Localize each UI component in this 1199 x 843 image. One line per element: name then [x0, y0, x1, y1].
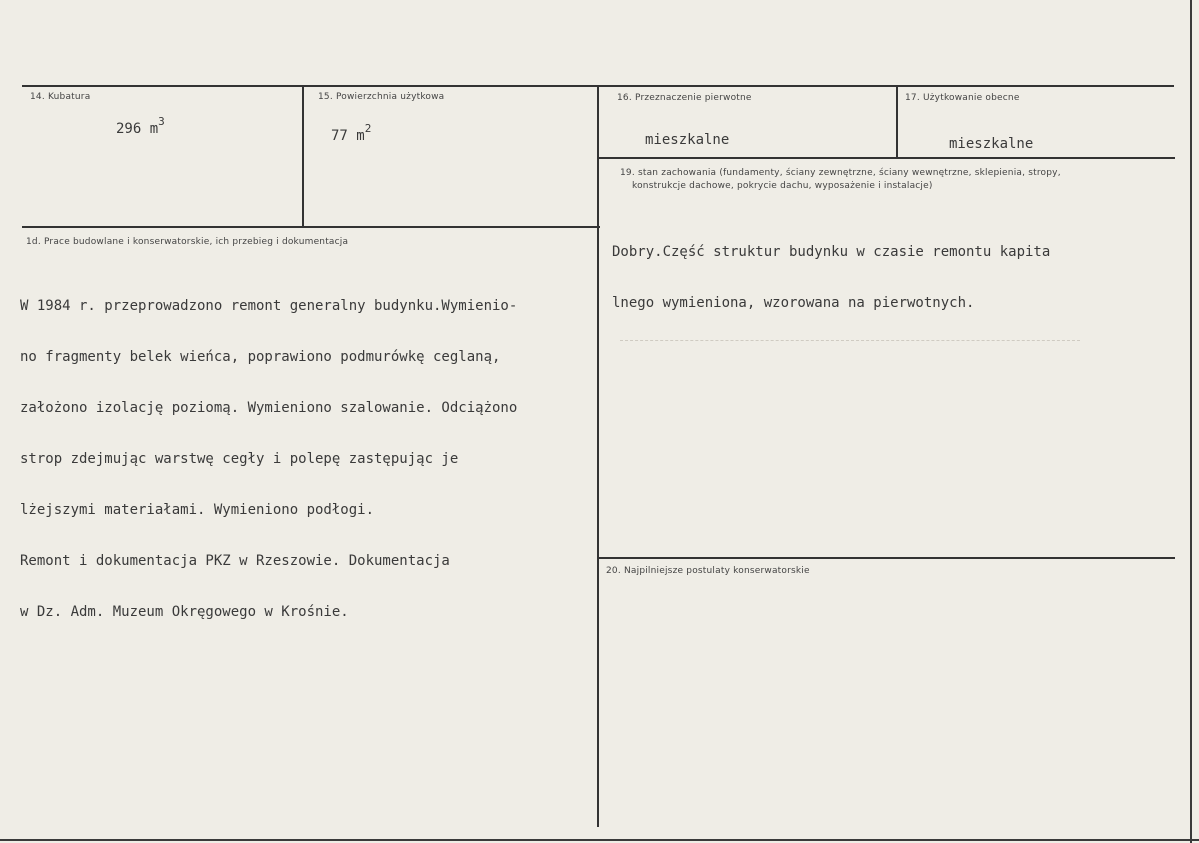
prace-line: Remont i dokumentacja PKZ w Rzeszowie. Dokumentacja — [20, 553, 450, 569]
kubatura-value — [116, 115, 165, 137]
prace-line: W 1984 r. przeprowadzono remont generalny budynku.Wymienio- — [20, 298, 518, 314]
kubatura-label: 14. Kubatura — [30, 92, 91, 102]
powierzchnia-value — [331, 122, 372, 144]
prace-label: 1d. Prace budowlane i konserwatorskie, ich przebieg i dokumentacja — [26, 237, 349, 247]
powierzchnia-number: 77 m — [331, 128, 365, 144]
stan-text — [612, 210, 1050, 346]
stan-line: lnego wymieniona, wzorowana na pierwotnych. — [612, 295, 975, 311]
card-bottom-edge — [0, 839, 1199, 841]
stan-label-line1: 19. stan zachowania (fundamenty, ściany zewnętrzne, ściany wewnętrzne, sklepienia, stropy, — [620, 168, 1061, 178]
rule-right-lower — [599, 557, 1175, 559]
prace-line: założono izolację poziomą. Wymieniono szalowanie. Odciążono — [20, 400, 518, 416]
prace-line: lżejszymi materiałami. Wymieniono podłogi. — [20, 502, 375, 518]
prace-text — [20, 264, 517, 655]
powierzchnia-exponent: 2 — [364, 122, 372, 135]
prace-line: no fragmenty belek wieńca, poprawiono podmurówkę ceglaną, — [20, 349, 501, 365]
prace-line: w Dz. Adm. Muzeum Okręgowego w Krośnie. — [20, 604, 349, 620]
prace-line: strop zdejmując warstwę cegły i polepę zastępując je — [20, 451, 459, 467]
uzytkowanie-label: 17. Użytkowanie obecne — [905, 93, 1020, 103]
stan-line: Dobry.Część struktur budynku w czasie remontu kapita — [612, 244, 1051, 260]
kubatura-exponent: 3 — [158, 115, 165, 128]
powierzchnia-label: 15. Powierzchnia użytkowa — [318, 92, 445, 102]
divider-16-17 — [896, 87, 898, 159]
card-right-edge — [1190, 0, 1192, 843]
stan-label-line2: konstrukcje dachowe, pokrycie dachu, wyposażenie i instalacje) — [632, 181, 933, 191]
divider-14-15 — [302, 87, 304, 228]
center-divider — [597, 87, 599, 827]
uzytkowanie-value: mieszkalne — [949, 136, 1034, 152]
przeznaczenie-value: mieszkalne — [645, 132, 730, 148]
rule-right-upper — [599, 157, 1175, 159]
przeznaczenie-label: 16. Przeznaczenie pierwotne — [617, 93, 752, 103]
kubatura-number: 296 m — [116, 121, 159, 137]
rule-left-section — [22, 226, 600, 228]
postulaty-label: 20. Najpilniejsze postulaty konserwatorskie — [606, 566, 810, 576]
